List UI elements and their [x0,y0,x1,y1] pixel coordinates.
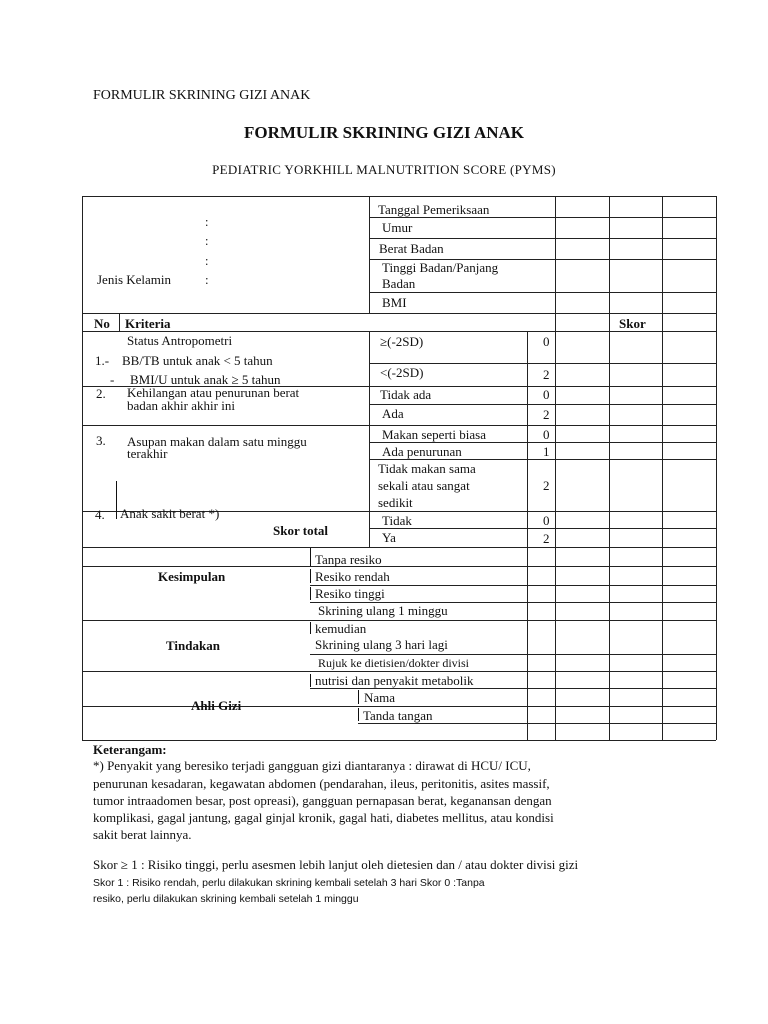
notes-line: *) Penyakit yang beresiko terjadi gangguan gizi diantaranya : dirawat di HCU/ ICU, [93,758,531,773]
action-rescreen-3days: Skrining ulang 3 hari lagi [315,637,448,652]
c3-opt2-score: 1 [543,444,550,459]
header-kriteria: Kriteria [125,316,171,331]
c4-label: Anak sakit berat *) [120,506,220,521]
action-refer-2: nutrisi dan penyakit metabolik [315,673,474,688]
notes-line: penurunan kesadaran, kegawatan abdomen (pendarahan, ileus, peritonitis, asites massif, [93,776,550,791]
colon: : [205,215,209,229]
c1-no: 1.- [95,353,110,368]
colon: : [205,254,209,268]
c1-opt1: ≥(-2SD) [380,334,424,349]
conclusion-no-risk: Tanpa resiko [315,552,382,567]
c3-opt1: Makan seperti biasa [382,427,486,442]
c4-opt2-score: 2 [543,531,550,546]
c1-opt2: <(-2SD) [380,365,424,380]
c2-opt1: Tidak ada [380,387,432,402]
c1-dash: - [110,372,115,387]
c3-opt3-score: 2 [543,478,550,493]
notes-line: komplikasi, gagal jantung, gagal ginjal kronik, gagal hati, diabetes mellitus, atau kondisi [93,810,554,825]
top-title: FORMULIR SKRINING GIZI ANAK [93,88,311,103]
c4-opt2: Ya [382,530,396,545]
notes-skor-high: Skor ≥ 1 : Risiko tinggi, perlu asesmen lebih lanjut oleh dietesien dan / atau dokter divisi gizi [93,857,579,872]
c3-no: 3. [96,433,106,448]
c2-line2: badan akhir akhir ini [127,398,235,413]
notes-skor-low: Skor 1 : Risiko rendah, perlu dilakukan skrining kembali setelah 3 hari Skor 0 :Tanpa [93,877,485,889]
nutritionist-name: Nama [364,690,396,705]
nutritionist-label: Ahli Gizi [191,698,242,713]
c2-opt2: Ada [382,406,404,421]
c2-opt2-score: 2 [543,407,550,422]
field-exam-date: Tanggal Pemeriksaan [378,202,490,217]
colon: : [205,234,209,248]
total-score-label: Skor total [273,523,329,538]
c3-line2: terakhir [127,446,168,461]
field-height-2: Badan [382,276,416,291]
action-label: Tindakan [166,638,220,653]
field-height: Tinggi Badan/Panjang [382,260,499,275]
notes-skor-low-2: resiko, perlu dilakukan skrining kembali setelah 1 minggu [93,893,359,905]
c2-no: 2. [96,386,106,401]
c3-opt2: Ada penurunan [382,444,462,459]
c1-line1: BB/TB untuk anak < 5 tahun [122,353,273,368]
c1-line2: BMI/U untuk anak ≥ 5 tahun [130,372,281,387]
conclusion-low-risk: Resiko rendah [315,569,390,584]
main-title: FORMULIR SKRINING GIZI ANAK [243,123,525,142]
field-weight: Berat Badan [379,241,444,256]
field-age: Umur [382,220,413,235]
c4-no: 4. [95,507,105,522]
conclusion-high-risk: Resiko tinggi [315,586,385,601]
c3-line1: Asupan makan dalam satu minggu [127,434,307,449]
c4-opt1: Tidak [382,513,412,528]
c4-opt1-score: 0 [543,513,550,528]
c1-opt1-score: 0 [543,334,550,349]
c1-title: Status Antropometri [127,333,233,348]
field-bmi: BMI [382,295,407,310]
action-rescreen-week: Skrining ulang 1 minggu [318,603,448,618]
notes-heading: Keterangam: [93,742,167,757]
gender-colon: : [205,272,209,287]
notes-line: sakit berat lainnya. [93,827,192,842]
c1-opt2-score: 2 [543,367,550,382]
notes-line: tumor intraadomen besar, post opreasi), gangguan pernapasan berat, keganansan dengan [93,793,552,808]
c2-line1: Kehilangan atau penurunan berat [127,385,300,400]
subtitle: PEDIATRIC YORKHILL MALNUTRITION SCORE (PYMS) [212,162,556,177]
nutritionist-signature: Tanda tangan [363,708,433,723]
c3-opt3: Tidak makan sama [378,461,476,476]
header-no: No [94,316,110,331]
c3-opt3-line2: sekali atau sangat [378,478,470,493]
c2-opt1-score: 0 [543,387,550,402]
conclusion-label: Kesimpulan [158,569,226,584]
c3-opt1-score: 0 [543,427,550,442]
c3-opt3-line3: sedikit [378,495,413,510]
action-rescreen-week-2: kemudian [315,621,367,636]
action-refer: Rujuk ke dietisien/dokter divisi [318,656,469,670]
header-skor: Skor [619,316,646,331]
gender-label: Jenis Kelamin [97,272,172,287]
